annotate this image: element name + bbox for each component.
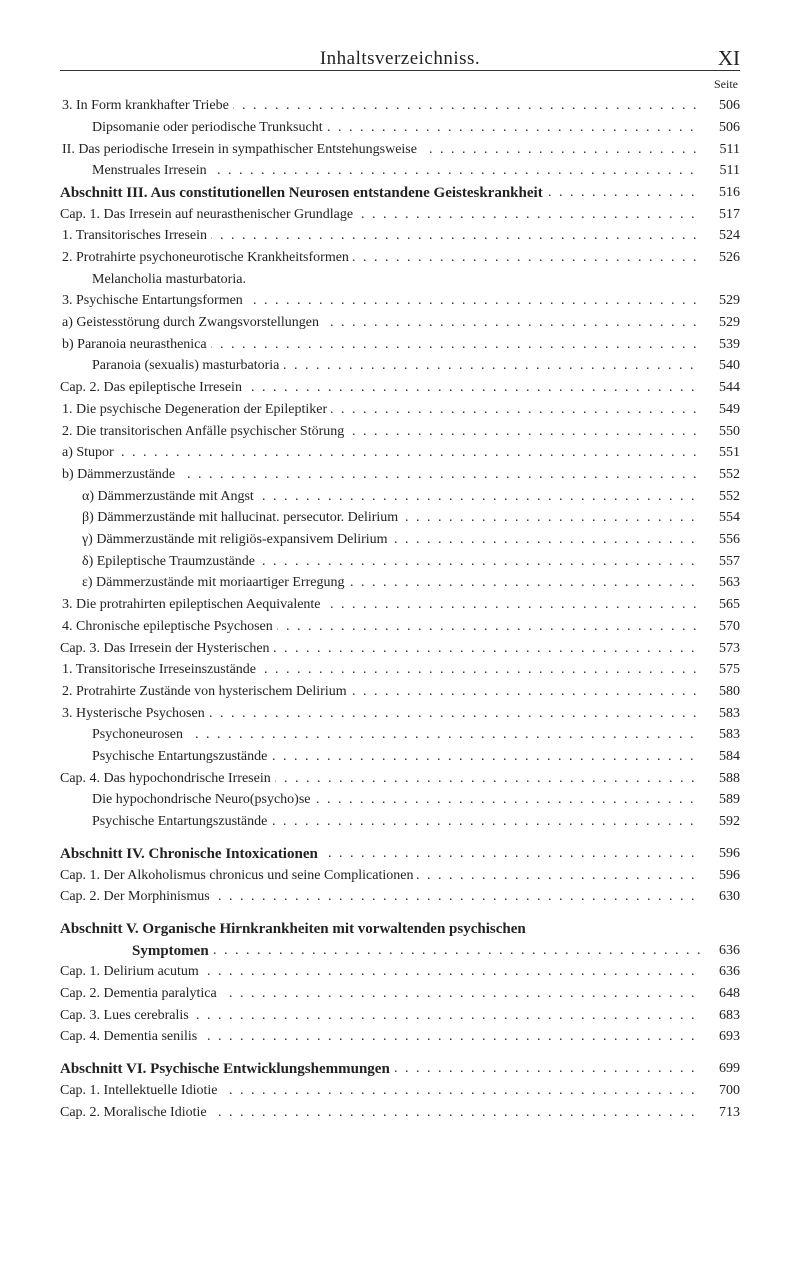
toc-entry-label: 1. Die psychische Degeneration der Epileptiker xyxy=(62,400,331,420)
toc-entry-page: 554 xyxy=(700,508,740,528)
toc-entry xyxy=(0,573,800,595)
toc-entry xyxy=(0,313,800,335)
toc-entry xyxy=(0,660,800,682)
toc-entry-page: 583 xyxy=(700,704,740,724)
toc-entry xyxy=(0,96,800,118)
toc-entry-page: 550 xyxy=(700,422,740,442)
toc-entry-label: Cap. 4. Das hypochondrische Irresein xyxy=(60,769,275,789)
toc-entry-label: 1. Transitorische Irreseinszustände xyxy=(62,660,260,680)
toc-entry-label: b) Paranoia neurasthenica xyxy=(62,335,211,355)
toc-entry-label: Cap. 1. Intellektuelle Idiotie xyxy=(60,1081,221,1101)
toc-entry-label: Cap. 2. Der Morphinismus xyxy=(60,887,214,907)
toc-entry-page: 549 xyxy=(700,400,740,420)
toc-entry-label: Psychoneurosen xyxy=(92,725,187,745)
toc-entry xyxy=(0,1081,800,1103)
toc-entry xyxy=(0,747,800,769)
toc-entry-label: a) Geistesstörung durch Zwangsvorstellungen xyxy=(62,313,323,333)
toc-entry-page: 529 xyxy=(700,313,740,333)
toc-entry xyxy=(0,1027,800,1049)
toc-entry-page: 570 xyxy=(700,617,740,637)
toc-entry-page: 552 xyxy=(700,465,740,485)
toc-entry xyxy=(0,118,800,140)
toc-entry-page: 540 xyxy=(700,356,740,376)
toc-entry xyxy=(0,248,800,270)
toc-entry-page: 683 xyxy=(700,1006,740,1026)
toc-entry xyxy=(0,866,800,888)
toc-entry-page: 699 xyxy=(700,1059,740,1079)
toc-entry xyxy=(0,919,800,941)
toc-entry xyxy=(0,335,800,357)
toc-entry-label: 3. Psychische Entartungsformen xyxy=(62,291,247,311)
toc-entry-label: Cap. 2. Das epileptische Irresein xyxy=(60,378,246,398)
toc-entry-page: 592 xyxy=(700,812,740,832)
toc-entry-label: Menstruales Irresein xyxy=(92,161,211,181)
toc-entry xyxy=(0,1103,800,1125)
toc-entry-page: 552 xyxy=(700,487,740,507)
toc-entry-label: δ) Epileptische Traumzustände xyxy=(82,552,259,572)
toc-entry xyxy=(0,962,800,984)
toc-entry-label: 3. Hysterische Psychosen xyxy=(62,704,209,724)
toc-entry-page: 630 xyxy=(700,887,740,907)
toc-entry-label: β) Dämmerzustände mit hallucinat. persecutor. Delirium xyxy=(82,508,402,528)
toc-entry-page: 565 xyxy=(700,595,740,615)
toc-entry-label: Cap. 2. Dementia paralytica xyxy=(60,984,221,1004)
toc-entry-page: 596 xyxy=(700,844,740,864)
toc-entry xyxy=(0,443,800,465)
page-number: XI xyxy=(717,46,740,70)
toc-entry xyxy=(0,887,800,909)
toc-entry-page: 575 xyxy=(700,660,740,680)
toc-entry-label: 1. Transitorisches Irresein xyxy=(62,226,211,246)
toc-entry xyxy=(0,1059,800,1081)
toc-entry xyxy=(0,1006,800,1028)
toc-entry xyxy=(0,725,800,747)
running-head xyxy=(60,46,740,71)
toc-entry-page: 636 xyxy=(700,962,740,982)
toc-entry-page: 589 xyxy=(700,790,740,810)
toc-entry-label: γ) Dämmerzustände mit religiös-expansivem Delirium xyxy=(82,530,392,550)
toc-entry-page: 511 xyxy=(700,161,740,181)
toc-entry-page: 584 xyxy=(700,747,740,767)
toc-entry-label: 4. Chronische epileptische Psychosen xyxy=(62,617,277,637)
toc-entry-label: Abschnitt III. Aus constitutionellen Neurosen entstandene Geisteskrankheit xyxy=(60,183,547,203)
toc-entry xyxy=(0,161,800,183)
toc-entry-label: Symptomen xyxy=(132,941,213,961)
toc-entry-page: 517 xyxy=(700,205,740,225)
toc-entry-page: 556 xyxy=(700,530,740,550)
toc-entry-label: Abschnitt VI. Psychische Entwicklungshemmungen xyxy=(60,1059,394,1079)
toc-entry xyxy=(0,226,800,248)
toc-entry-page: 524 xyxy=(700,226,740,246)
toc-entry-label: a) Stupor xyxy=(62,443,118,463)
toc-entry-label: 2. Protrahirte psychoneurotische Krankheitsformen xyxy=(62,248,353,268)
toc-entry xyxy=(0,790,800,812)
toc-entry-page: 557 xyxy=(700,552,740,572)
toc-entry-label: 2. Die transitorischen Anfälle psychischer Störung xyxy=(62,422,348,442)
toc-entry-page: 636 xyxy=(700,941,740,961)
toc-entry xyxy=(0,552,800,574)
toc-entry xyxy=(0,508,800,530)
toc-entry xyxy=(0,639,800,661)
toc-entry-page: 693 xyxy=(700,1027,740,1047)
toc-entry-label: Cap. 1. Der Alkoholismus chronicus und seine Complicationen xyxy=(60,866,417,886)
toc-entry xyxy=(0,378,800,400)
toc-entry-label: Cap. 1. Delirium acutum xyxy=(60,962,203,982)
toc-entry xyxy=(0,530,800,552)
seite-column-label: Seite xyxy=(714,77,738,91)
toc-entry xyxy=(0,400,800,422)
toc-entry xyxy=(0,270,800,292)
toc-entry xyxy=(0,140,800,162)
toc-entry-label: ε) Dämmerzustände mit moriaartiger Erregung xyxy=(82,573,348,593)
toc-entry-label: Cap. 2. Moralische Idiotie xyxy=(60,1103,211,1123)
toc-entry-label: Psychische Entartungszustände xyxy=(92,812,271,832)
toc-entry-label: Melancholia masturbatoria. xyxy=(92,270,250,290)
toc-entry-page: 526 xyxy=(700,248,740,268)
toc-entry-page: 506 xyxy=(700,118,740,138)
toc-entry xyxy=(0,682,800,704)
toc-entry xyxy=(0,422,800,444)
toc-entry-label: 3. In Form krankhafter Triebe xyxy=(62,96,233,116)
toc-entry-label: 3. Die protrahirten epileptischen Aequivalente xyxy=(62,595,325,615)
toc-entry-label: Cap. 3. Lues cerebralis xyxy=(60,1006,193,1026)
toc-entry-page: 539 xyxy=(700,335,740,355)
toc-entry xyxy=(0,595,800,617)
toc-entry-label: Psychische Entartungszustände xyxy=(92,747,271,767)
toc-entry-page: 551 xyxy=(700,443,740,463)
toc-entry-page: 596 xyxy=(700,866,740,886)
toc-entry xyxy=(0,465,800,487)
toc-entry-page: 544 xyxy=(700,378,740,398)
toc-entry-label: Paranoia (sexualis) masturbatoria xyxy=(92,356,283,376)
toc-entry-page: 648 xyxy=(700,984,740,1004)
toc-entry-page: 511 xyxy=(700,140,740,160)
toc-entry-label: α) Dämmerzustände mit Angst xyxy=(82,487,258,507)
toc-entry xyxy=(0,941,800,963)
toc-entry-label: Abschnitt IV. Chronische Intoxicationen xyxy=(60,844,322,864)
toc-entry-page: 573 xyxy=(700,639,740,659)
toc-entry xyxy=(0,356,800,378)
toc-entry xyxy=(0,183,800,205)
toc-entry xyxy=(0,291,800,313)
toc-entry-label: Cap. 3. Das Irresein der Hysterischen xyxy=(60,639,274,659)
toc-entry xyxy=(0,812,800,834)
toc-entry-label: Abschnitt V. Organische Hirnkrankheiten mit vorwaltenden psychischen xyxy=(60,919,530,939)
toc-entry xyxy=(0,844,800,866)
toc-entry-page: 516 xyxy=(700,183,740,203)
toc-entry xyxy=(0,704,800,726)
toc-entry-page: 588 xyxy=(700,769,740,789)
toc-entry-page: 563 xyxy=(700,573,740,593)
page-title: Inhaltsverzeichniss. xyxy=(319,48,481,69)
toc-entry-label: Die hypochondrische Neuro(psycho)se xyxy=(92,790,315,810)
toc-entry-page: 580 xyxy=(700,682,740,702)
toc-entry-page: 713 xyxy=(700,1103,740,1123)
toc-entry xyxy=(0,205,800,227)
toc-entry-label: Cap. 4. Dementia senilis xyxy=(60,1027,201,1047)
toc-entry xyxy=(0,487,800,509)
toc-entry-page: 529 xyxy=(700,291,740,311)
toc-entry-label: II. Das periodische Irresein in sympathischer Entstehungsweise xyxy=(62,140,421,160)
dot-leader xyxy=(132,941,700,961)
toc-entry-label: Cap. 1. Das Irresein auf neurasthenischer Grundlage xyxy=(60,205,357,225)
toc-entry-label: Dipsomanie oder periodische Trunksucht xyxy=(92,118,327,138)
toc-entry-label: b) Dämmerzustände xyxy=(62,465,179,485)
toc-entry xyxy=(0,769,800,791)
toc-entry-page: 700 xyxy=(700,1081,740,1101)
toc-entry-page: 583 xyxy=(700,725,740,745)
toc-entry xyxy=(0,617,800,639)
dot-leader xyxy=(62,443,700,463)
toc-entry xyxy=(0,984,800,1006)
toc-entry-page: 506 xyxy=(700,96,740,116)
toc-entry-label: 2. Protrahirte Zustände von hysterischem Delirium xyxy=(62,682,351,702)
